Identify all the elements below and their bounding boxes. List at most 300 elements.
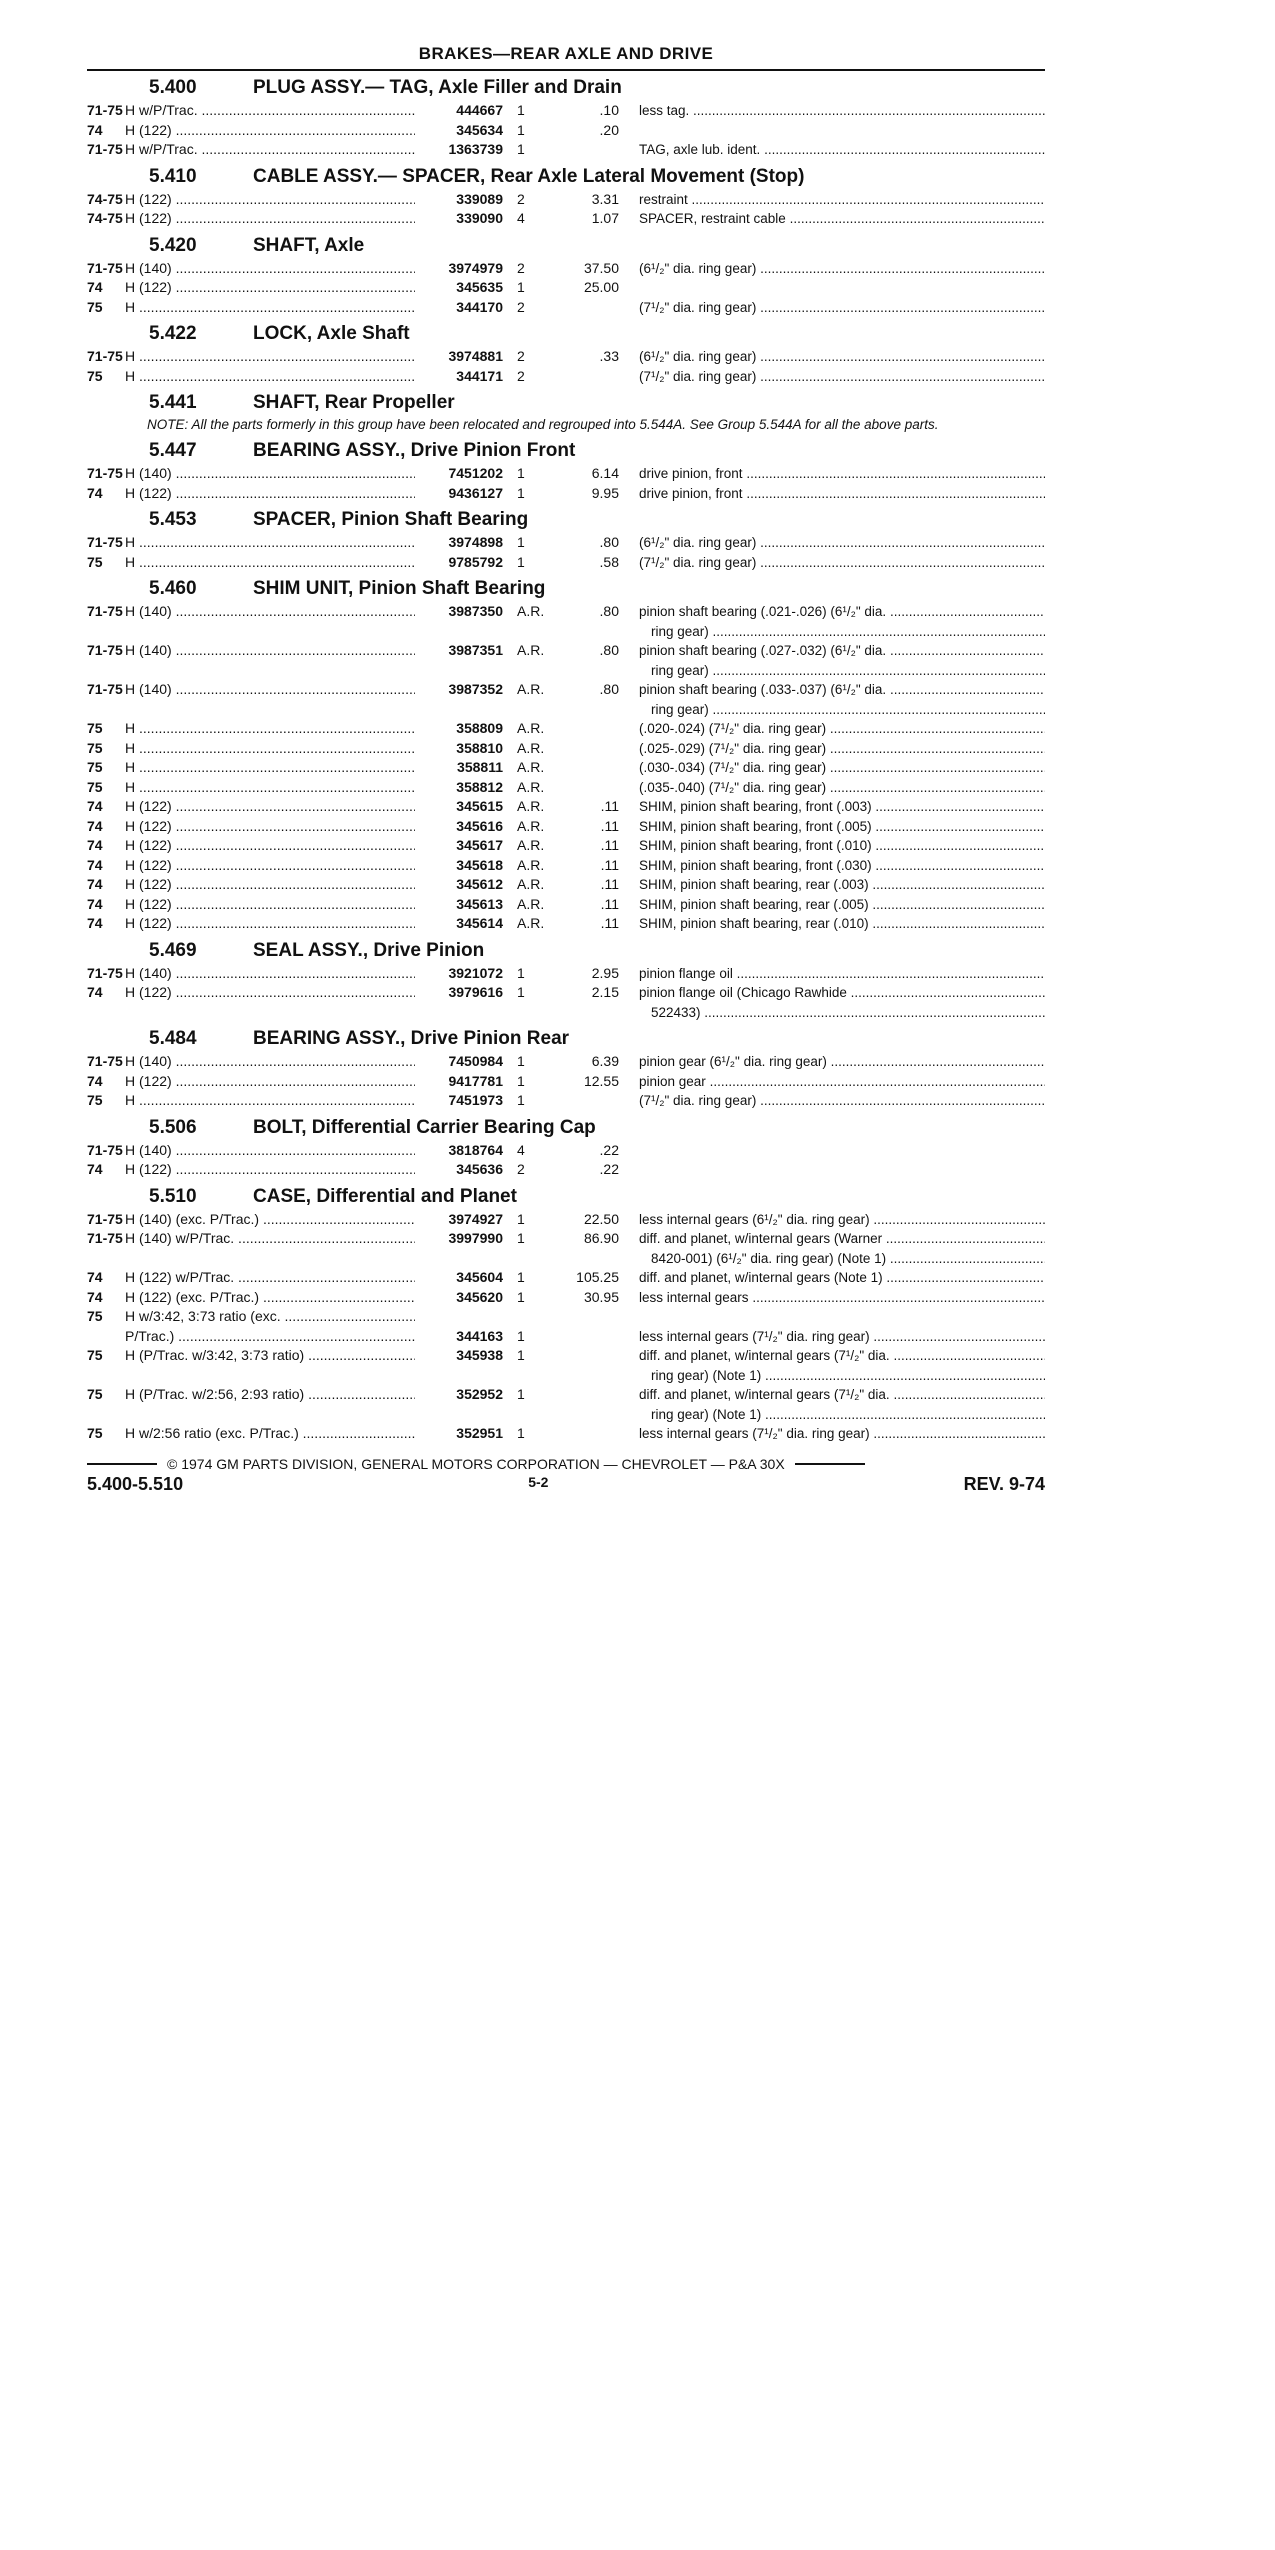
note-cell: 8420-001) (6¹/₂" dia. ring gear) (Note 1) ..... — [639, 1249, 1045, 1269]
section-name: CABLE ASSY.— SPACER, Rear Axle Lateral Movement (Stop) — [253, 165, 805, 187]
note-cell: pinion shaft bearing (.033-.037) (6¹/₂" dia. ..... — [639, 680, 1045, 700]
price-cell: 9.95 — [591, 484, 619, 501]
quantity-cell: 1 — [517, 1327, 525, 1344]
note-cell: less internal gears (6¹/₂" dia. ring gear) ..... — [639, 1210, 1045, 1230]
quantity-cell: 1 — [517, 553, 525, 570]
part-row — [87, 1003, 1045, 1023]
quantity-cell: A.R. — [517, 876, 545, 892]
part-row — [87, 1327, 1045, 1347]
spacer-cell — [619, 1052, 639, 1072]
part-number-cell: 9417781 — [448, 1072, 503, 1089]
part-row — [87, 602, 1045, 622]
application-cell — [125, 1249, 415, 1269]
price-cell: .80 — [599, 603, 619, 619]
part-number-cell: 344170 — [456, 298, 503, 315]
section-number: 5.410 — [149, 165, 197, 187]
part-row — [87, 895, 1045, 915]
note-cell: diff. and planet, w/internal gears (Warner ..... — [639, 1229, 1045, 1249]
note-cell: (7¹/₂" dia. ring gear) ..... — [639, 367, 1045, 387]
year-cell — [87, 1366, 125, 1386]
year-cell: 75 — [87, 739, 103, 756]
part-row — [87, 661, 1045, 681]
spacer-cell — [619, 895, 639, 915]
note-cell — [639, 1160, 1045, 1180]
part-number-cell: 3987350 — [448, 603, 503, 619]
part-number-cell — [415, 1366, 509, 1386]
part-row — [87, 209, 1045, 229]
note-cell: drive pinion, front ..... — [639, 484, 1045, 504]
part-row — [87, 190, 1045, 210]
part-row — [87, 719, 1045, 739]
year-cell: 74 — [87, 1288, 103, 1305]
quantity-cell: 2 — [517, 367, 525, 384]
spacer-cell — [619, 1141, 639, 1161]
section-title — [87, 1117, 1045, 1139]
note-cell: less internal gears ..... — [639, 1288, 1045, 1308]
spacer-cell — [619, 680, 639, 700]
spacer-cell — [619, 347, 639, 367]
quantity-cell: 2 — [517, 259, 525, 276]
spacer-cell — [619, 739, 639, 759]
year-cell: 71-75 — [87, 465, 123, 481]
quantity-cell — [509, 1249, 559, 1269]
note-cell: ring gear) (Note 1) ..... — [639, 1405, 1045, 1425]
price-cell: .80 — [599, 534, 619, 550]
quantity-cell: 1 — [517, 279, 525, 295]
year-cell — [87, 622, 125, 642]
year-cell: 74 — [87, 1161, 103, 1177]
part-number-cell: 345634 — [456, 121, 503, 138]
quantity-cell: A.R. — [517, 915, 545, 931]
part-row — [87, 1091, 1045, 1111]
section-number: 5.441 — [149, 392, 197, 413]
part-row — [87, 1210, 1045, 1230]
note-cell: less internal gears (7¹/₂" dia. ring gear) ..... — [639, 1424, 1045, 1444]
spacer-cell — [619, 1424, 639, 1444]
note-cell: ring gear) ..... — [639, 622, 1045, 642]
spacer-cell — [619, 101, 639, 121]
part-number-cell: 3987352 — [448, 681, 503, 697]
year-cell: 71-75 — [87, 102, 123, 118]
quantity-cell: 4 — [517, 1141, 525, 1158]
application-cell: H (140) ..... — [125, 602, 415, 622]
section-number: 5.506 — [149, 1116, 197, 1138]
section-name: BOLT, Differential Carrier Bearing Cap — [253, 1116, 596, 1138]
application-cell: H ..... — [125, 553, 415, 573]
price-cell: 105.25 — [576, 1269, 619, 1285]
part-number-cell: 3997990 — [448, 1230, 503, 1246]
note-cell: SHIM, pinion shaft bearing, front (.005) ..... — [639, 817, 1045, 837]
part-row — [87, 1366, 1045, 1386]
application-cell: H (122) ..... — [125, 895, 415, 915]
section-title — [87, 1028, 1045, 1050]
price-cell: .80 — [599, 642, 619, 658]
application-cell: H (P/Trac. w/2:56, 2:93 ratio) ..... — [125, 1385, 415, 1405]
part-row — [87, 140, 1045, 160]
part-number-cell: 345938 — [456, 1347, 503, 1363]
year-cell — [87, 661, 125, 681]
price-cell: 37.50 — [583, 259, 619, 276]
year-cell: 74-75 — [87, 190, 123, 207]
section-title — [87, 940, 1045, 962]
quantity-cell: A.R. — [517, 603, 545, 619]
spacer-cell — [619, 209, 639, 229]
year-cell: 71-75 — [87, 642, 123, 658]
part-row — [87, 367, 1045, 387]
section-title — [87, 323, 1045, 345]
price-cell — [559, 298, 619, 318]
quantity-cell: 1 — [517, 484, 525, 501]
part-number-cell: 345635 — [456, 279, 503, 295]
part-number-cell: 444667 — [456, 102, 503, 118]
part-number-cell: 7451973 — [448, 1092, 503, 1108]
year-cell: 75 — [87, 759, 103, 775]
application-cell: H ..... — [125, 778, 415, 798]
quantity-cell: 1 — [517, 1230, 525, 1246]
section-note: NOTE: All the parts formerly in this group have been relocated and regrouped into 5.544A. See Group 5.544A for all the above parts. — [147, 417, 939, 432]
spacer-cell — [619, 1249, 639, 1269]
year-cell: 74 — [87, 915, 103, 931]
price-cell — [559, 367, 619, 387]
year-cell: 71-75 — [87, 259, 123, 276]
note-cell: (7¹/₂" dia. ring gear) ..... — [639, 298, 1045, 318]
spacer-cell — [619, 1229, 639, 1249]
spacer-cell — [619, 140, 639, 160]
note-cell: SHIM, pinion shaft bearing, rear (.005) ..... — [639, 895, 1045, 915]
note-cell: pinion flange oil ..... — [639, 964, 1045, 984]
section-title — [87, 235, 1045, 257]
part-row — [87, 278, 1045, 298]
footer-page-number: 5-2 — [528, 1473, 549, 1490]
spacer-cell — [619, 641, 639, 661]
section-name: PLUG ASSY.— TAG, Axle Filler and Drain — [253, 77, 622, 98]
part-number-cell: 3979616 — [448, 984, 503, 1000]
application-cell: H (122) ..... — [125, 209, 415, 229]
application-cell: H (140) w/P/Trac. ..... — [125, 1229, 415, 1249]
year-cell — [87, 1003, 125, 1023]
spacer-cell — [619, 278, 639, 298]
spacer-cell — [619, 797, 639, 817]
spacer-cell — [619, 700, 639, 720]
application-cell: H ..... — [125, 367, 415, 387]
application-cell: H ..... — [125, 1091, 415, 1111]
part-row — [87, 464, 1045, 484]
spacer-cell — [619, 1385, 639, 1405]
part-number-cell — [415, 622, 509, 642]
part-number-cell: 3921072 — [448, 964, 503, 981]
part-row — [87, 259, 1045, 279]
part-number-cell: 345604 — [456, 1269, 503, 1285]
spacer-cell — [619, 533, 639, 553]
spacer-cell — [619, 121, 639, 141]
price-cell: .11 — [600, 817, 619, 834]
quantity-cell: 1 — [517, 984, 525, 1000]
part-row — [87, 641, 1045, 661]
part-number-cell: 358811 — [457, 759, 503, 775]
part-number-cell: 9436127 — [448, 484, 503, 501]
year-cell: 75 — [87, 367, 103, 384]
footer-range: 5.400-5.510 — [87, 1473, 184, 1494]
price-cell: .22 — [599, 1141, 619, 1158]
quantity-cell: 1 — [517, 1269, 525, 1285]
section-number: 5.460 — [149, 578, 197, 599]
application-cell: H (122) ..... — [125, 190, 415, 210]
application-cell: H (140) ..... — [125, 259, 415, 279]
spacer-cell — [619, 464, 639, 484]
year-cell: 71-75 — [87, 141, 123, 157]
part-number-cell: 358809 — [456, 720, 503, 736]
application-cell: H ..... — [125, 298, 415, 318]
application-cell — [125, 1405, 415, 1425]
year-cell: 74 — [87, 876, 103, 892]
spacer-cell — [619, 778, 639, 798]
price-cell: .11 — [600, 895, 619, 912]
part-row — [87, 797, 1045, 817]
part-row — [87, 101, 1045, 121]
application-cell: H (140) ..... — [125, 1141, 415, 1161]
section-title — [87, 392, 1045, 414]
price-cell — [559, 1091, 619, 1111]
quantity-cell: 1 — [517, 102, 525, 118]
part-row — [87, 553, 1045, 573]
year-cell: 74 — [87, 279, 103, 295]
note-cell: pinion flange oil (Chicago Rawhide ..... — [639, 983, 1045, 1003]
note-cell: (7¹/₂" dia. ring gear) ..... — [639, 1091, 1045, 1111]
section-name: SHAFT, Axle — [253, 234, 365, 256]
section-number: 5.484 — [149, 1028, 197, 1049]
year-cell: 74 — [87, 984, 103, 1000]
part-number-cell — [415, 661, 509, 681]
quantity-cell — [509, 622, 559, 642]
year-cell: 71-75 — [87, 681, 123, 697]
part-row — [87, 622, 1045, 642]
price-cell: 6.39 — [591, 1053, 619, 1069]
application-cell: H (140) ..... — [125, 964, 415, 984]
year-cell: 71-75 — [87, 1141, 123, 1158]
part-number-cell: 3974927 — [448, 1210, 503, 1227]
note-cell: 522433) ..... — [639, 1003, 1045, 1023]
spacer-cell — [619, 1091, 639, 1111]
spacer-cell — [619, 1210, 639, 1230]
note-cell: diff. and planet, w/internal gears (7¹/₂" dia. ..... — [639, 1385, 1045, 1405]
part-row — [87, 680, 1045, 700]
quantity-cell — [509, 1003, 559, 1023]
spacer-cell — [619, 875, 639, 895]
year-cell: 74 — [87, 798, 103, 814]
spacer-cell — [619, 553, 639, 573]
price-cell: 86.90 — [583, 1230, 619, 1246]
section-title — [87, 578, 1045, 600]
section-name: BEARING ASSY., Drive Pinion Front — [253, 440, 576, 461]
note-cell: TAG, axle lub. ident. ..... — [639, 140, 1045, 160]
section-name: SHAFT, Rear Propeller — [253, 392, 455, 413]
note-cell: SHIM, pinion shaft bearing, rear (.003) ..... — [639, 875, 1045, 895]
part-row — [87, 875, 1045, 895]
part-row — [87, 121, 1045, 141]
quantity-cell: A.R. — [517, 739, 545, 756]
application-cell: H (122) ..... — [125, 1160, 415, 1180]
price-cell: .11 — [600, 798, 619, 814]
spacer-cell — [619, 484, 639, 504]
part-row — [87, 1385, 1045, 1405]
year-cell: 75 — [87, 1347, 103, 1363]
section-name: SEAL ASSY., Drive Pinion — [253, 939, 485, 961]
note-cell: pinion shaft bearing (.021-.026) (6¹/₂" dia. ..... — [639, 602, 1045, 622]
application-cell: H (122) ..... — [125, 797, 415, 817]
note-cell: (.020-.024) (7¹/₂" dia. ring gear) ..... — [639, 719, 1045, 739]
price-cell — [559, 739, 619, 759]
year-cell: 75 — [87, 553, 103, 570]
part-row — [87, 914, 1045, 934]
year-cell: 75 — [87, 1425, 103, 1441]
section-name: CASE, Differential and Planet — [253, 1185, 517, 1207]
price-cell: 2.15 — [591, 984, 619, 1000]
note-cell: SHIM, pinion shaft bearing, rear (.010) ..... — [639, 914, 1045, 934]
part-number-cell: 345617 — [456, 837, 503, 853]
footer-revision: REV. 9-74 — [963, 1473, 1045, 1494]
spacer-cell — [619, 622, 639, 642]
quantity-cell: 4 — [517, 210, 525, 226]
application-cell: H (122) ..... — [125, 914, 415, 934]
year-cell: 74 — [87, 817, 103, 834]
year-cell: 75 — [87, 298, 103, 315]
part-number-cell: 345616 — [456, 817, 503, 834]
part-number-cell: 345636 — [456, 1161, 503, 1177]
section-number: 5.453 — [149, 509, 197, 530]
application-cell: H (140) ..... — [125, 464, 415, 484]
quantity-cell: 1 — [517, 465, 525, 481]
part-number-cell — [415, 1003, 509, 1023]
part-row — [87, 1072, 1045, 1092]
year-cell: 71-75 — [87, 964, 123, 981]
quantity-cell: 2 — [517, 190, 525, 207]
year-cell: 71-75 — [87, 1210, 123, 1227]
part-number-cell: 345618 — [456, 856, 503, 873]
year-cell: 74 — [87, 856, 103, 873]
page-header: BRAKES—REAR AXLE AND DRIVE — [87, 44, 1045, 71]
part-row — [87, 1160, 1045, 1180]
spacer-cell — [619, 190, 639, 210]
spacer-cell — [619, 758, 639, 778]
quantity-cell — [509, 661, 559, 681]
part-row — [87, 533, 1045, 553]
year-cell: 74 — [87, 837, 103, 853]
price-cell — [559, 1249, 619, 1269]
spacer-cell — [619, 1288, 639, 1308]
quantity-cell: A.R. — [517, 642, 545, 658]
note-cell: (6¹/₂" dia. ring gear) ..... — [639, 347, 1045, 367]
spacer-cell — [619, 1072, 639, 1092]
note-cell: SHIM, pinion shaft bearing, front (.003) ..... — [639, 797, 1045, 817]
note-cell: ring gear) (Note 1) ..... — [639, 1366, 1045, 1386]
note-cell: ring gear) ..... — [639, 700, 1045, 720]
spacer-cell — [619, 964, 639, 984]
application-cell: H w/2:56 ratio (exc. P/Trac.) ..... — [125, 1424, 415, 1444]
part-row — [87, 484, 1045, 504]
part-row — [87, 964, 1045, 984]
note-cell: pinion gear ..... — [639, 1072, 1045, 1092]
application-cell: P/Trac.) ..... — [125, 1327, 415, 1347]
part-row — [87, 983, 1045, 1003]
part-row — [87, 1052, 1045, 1072]
price-cell — [559, 1307, 619, 1327]
part-number-cell: 345614 — [456, 915, 503, 931]
spacer-cell — [619, 1307, 639, 1327]
price-cell — [559, 758, 619, 778]
part-row — [87, 700, 1045, 720]
part-number-cell: 345620 — [456, 1288, 503, 1305]
price-cell: 1.07 — [591, 210, 619, 226]
quantity-cell: 1 — [517, 1092, 525, 1108]
part-row — [87, 1346, 1045, 1366]
spacer-cell — [619, 856, 639, 876]
spacer-cell — [619, 1405, 639, 1425]
spacer-cell — [619, 1160, 639, 1180]
quantity-cell: 1 — [517, 121, 525, 138]
year-cell: 74 — [87, 1269, 103, 1285]
part-number-cell: 9785792 — [448, 553, 503, 570]
spacer-cell — [619, 914, 639, 934]
application-cell: H (140) (exc. P/Trac.) ..... — [125, 1210, 415, 1230]
part-number-cell: 344171 — [456, 367, 503, 384]
year-cell — [87, 1327, 125, 1347]
year-cell: 71-75 — [87, 603, 123, 619]
quantity-cell: 1 — [517, 964, 525, 981]
quantity-cell — [509, 700, 559, 720]
price-cell — [559, 778, 619, 798]
part-row — [87, 298, 1045, 318]
quantity-cell: 1 — [517, 1072, 525, 1089]
application-cell: H w/3:42, 3:73 ratio (exc. ..... — [125, 1307, 415, 1327]
note-cell: pinion shaft bearing (.027-.032) (6¹/₂" dia. ..... — [639, 641, 1045, 661]
part-number-cell — [415, 700, 509, 720]
price-cell — [559, 719, 619, 739]
price-cell: 12.55 — [583, 1072, 619, 1089]
quantity-cell: 1 — [517, 1386, 525, 1402]
part-row — [87, 817, 1045, 837]
price-cell: 2.95 — [591, 964, 619, 981]
spacer-cell — [619, 817, 639, 837]
spacer-cell — [619, 259, 639, 279]
part-row — [87, 758, 1045, 778]
part-row — [87, 778, 1045, 798]
part-row — [87, 1405, 1045, 1425]
price-cell — [559, 661, 619, 681]
spacer-cell — [619, 602, 639, 622]
part-number-cell: 3974979 — [448, 259, 503, 276]
footer-copyright: © 1974 GM PARTS DIVISION, GENERAL MOTORS CORPORATION — CHEVROLET — P&A 30X — [167, 1455, 785, 1472]
quantity-cell: A.R. — [517, 681, 545, 697]
section-title — [87, 77, 1045, 99]
note-cell: pinion gear (6¹/₂" dia. ring gear) ..... — [639, 1052, 1045, 1072]
catalog-page — [87, 44, 1045, 1495]
part-number-cell: 358812 — [456, 778, 503, 795]
part-number-cell: 339090 — [456, 210, 503, 226]
year-cell: 74 — [87, 121, 103, 138]
part-row — [87, 347, 1045, 367]
spacer-cell — [619, 1346, 639, 1366]
quantity-cell: A.R. — [517, 817, 545, 834]
year-cell: 75 — [87, 1092, 103, 1108]
price-cell: 30.95 — [583, 1288, 619, 1305]
year-cell: 74 — [87, 895, 103, 912]
price-cell: .10 — [599, 102, 619, 118]
quantity-cell: A.R. — [517, 720, 545, 736]
application-cell — [125, 1003, 415, 1023]
price-cell: .33 — [599, 348, 619, 364]
note-cell — [639, 1141, 1045, 1161]
spacer-cell — [619, 983, 639, 1003]
